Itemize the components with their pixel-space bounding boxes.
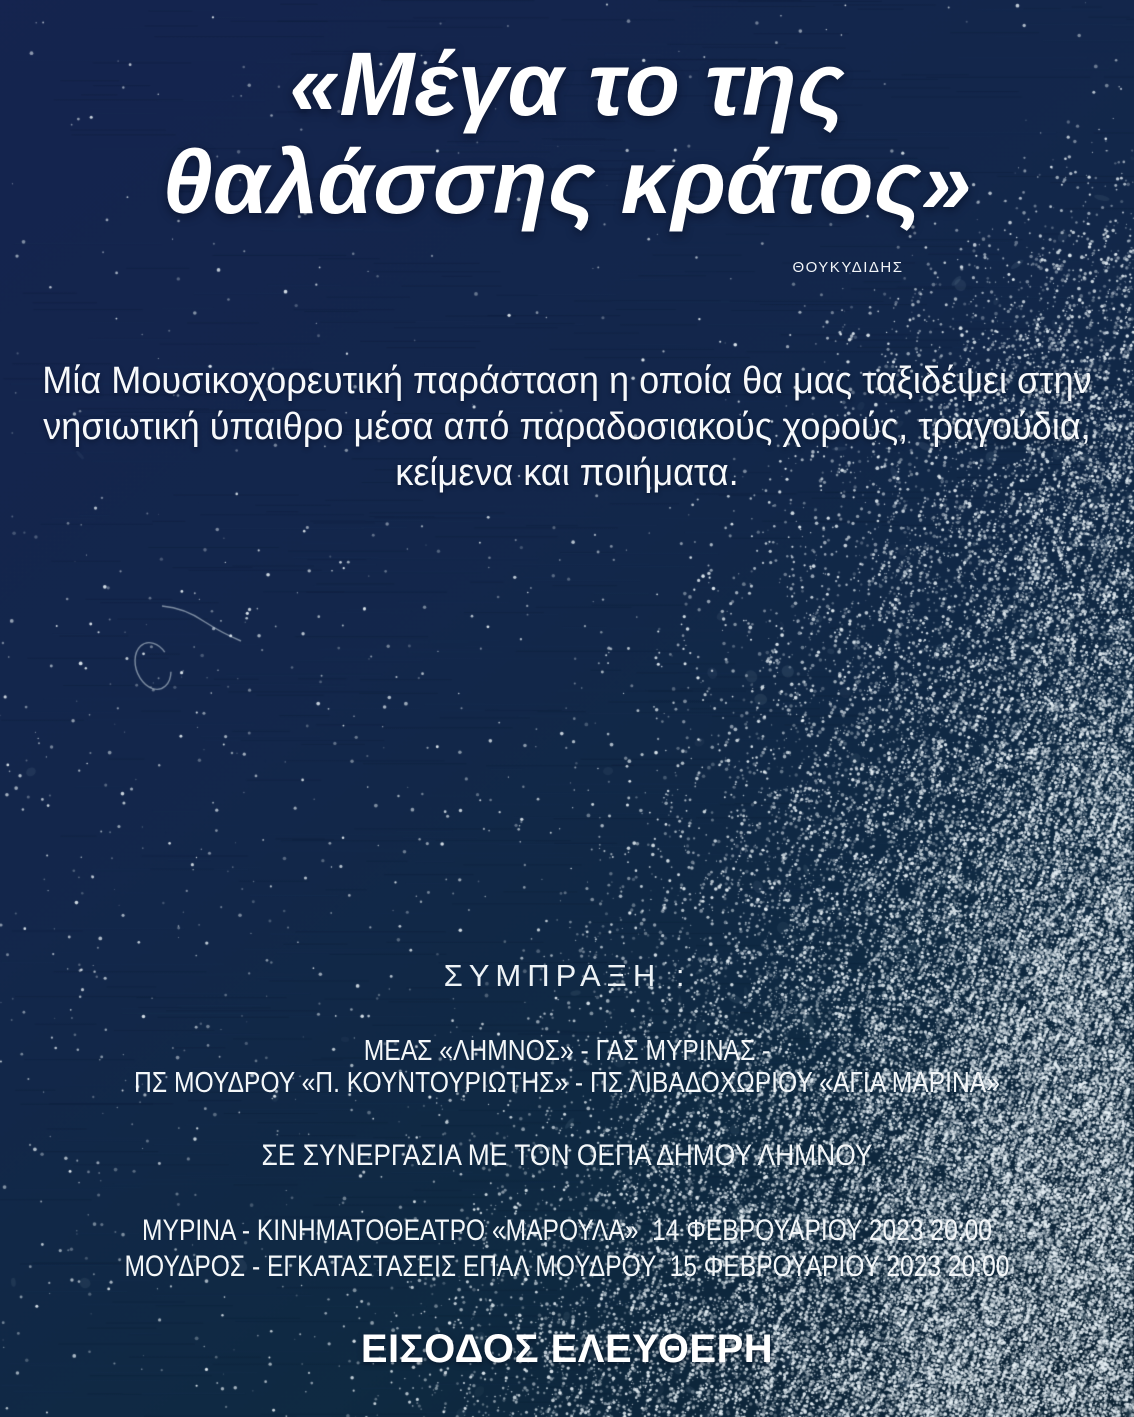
title-line-1: «Μέγα το της [289, 35, 845, 135]
event-line-myrina: ΜΥΡΙΝΑ - ΚΙΝΗΜΑΤΟΘΕΑΤΡΟ «ΜΑΡΟΥΛΑ» 14 ΦΕΒΡΟΥΑΡΙΟΥ 2023 20:00 [142, 1214, 992, 1247]
groups-line-2: ΠΣ ΜΟΥΔΡΟΥ «Π. ΚΟΥΝΤΟΥΡΙΩΤΗΣ» - ΠΣ ΛΙΒΑΔΟΧΩΡΙΟΥ «ΑΓΙΑ ΜΑΡΙΝΑ» [134, 1067, 1000, 1099]
description-line-3: κείμενα και ποιήματα. [395, 452, 739, 494]
event-schedule [102, 1213, 1032, 1285]
groups-line-1: ΜΕΑΣ «ΛΗΜΝΟΣ» - ΓΑΣ ΜΥΡΙΝΑΣ - [363, 1035, 771, 1067]
title-line-2: θαλάσσης κράτος» [162, 133, 972, 233]
description-line-2: νησιωτική ύπαιθρο μέσα από παραδοσιακούς χορούς, τραγούδια, [43, 406, 1091, 448]
description-paragraph [28, 358, 1105, 496]
description-line-1: Μία Μουσικοχορευτική παράσταση η οποία θα μας ταξιδέψει στην [42, 360, 1092, 402]
cooperation-line: ΣΕ ΣΥΝΕΡΓΑΣΙΑ ΜΕ ΤΟΝ ΟΕΠΑ ΔΗΜΟΥ ΛΗΜΝΟΥ [261, 1139, 873, 1172]
event-line-moudros: ΜΟΥΔΡΟΣ - ΕΓΚΑΤΑΣΤΑΣΕΙΣ ΕΠΑΛ ΜΟΥΔΡΟΥ 15 ΦΕΒΡΟΥΑΡΙΟΥ 2023 20:00 [124, 1250, 1010, 1283]
free-admission-label: ΕΙΣΟΔΟΣ ΕΛΕΥΘΕΡΗ [360, 1327, 774, 1371]
poster-title [0, 36, 1134, 232]
quote-attribution: ΘΟΥΚΥΔΙΔΗΣ [792, 259, 904, 276]
participating-groups [85, 1035, 1049, 1099]
collaboration-label: ΣΥΜΠΡΑΞΗ : [443, 958, 691, 993]
